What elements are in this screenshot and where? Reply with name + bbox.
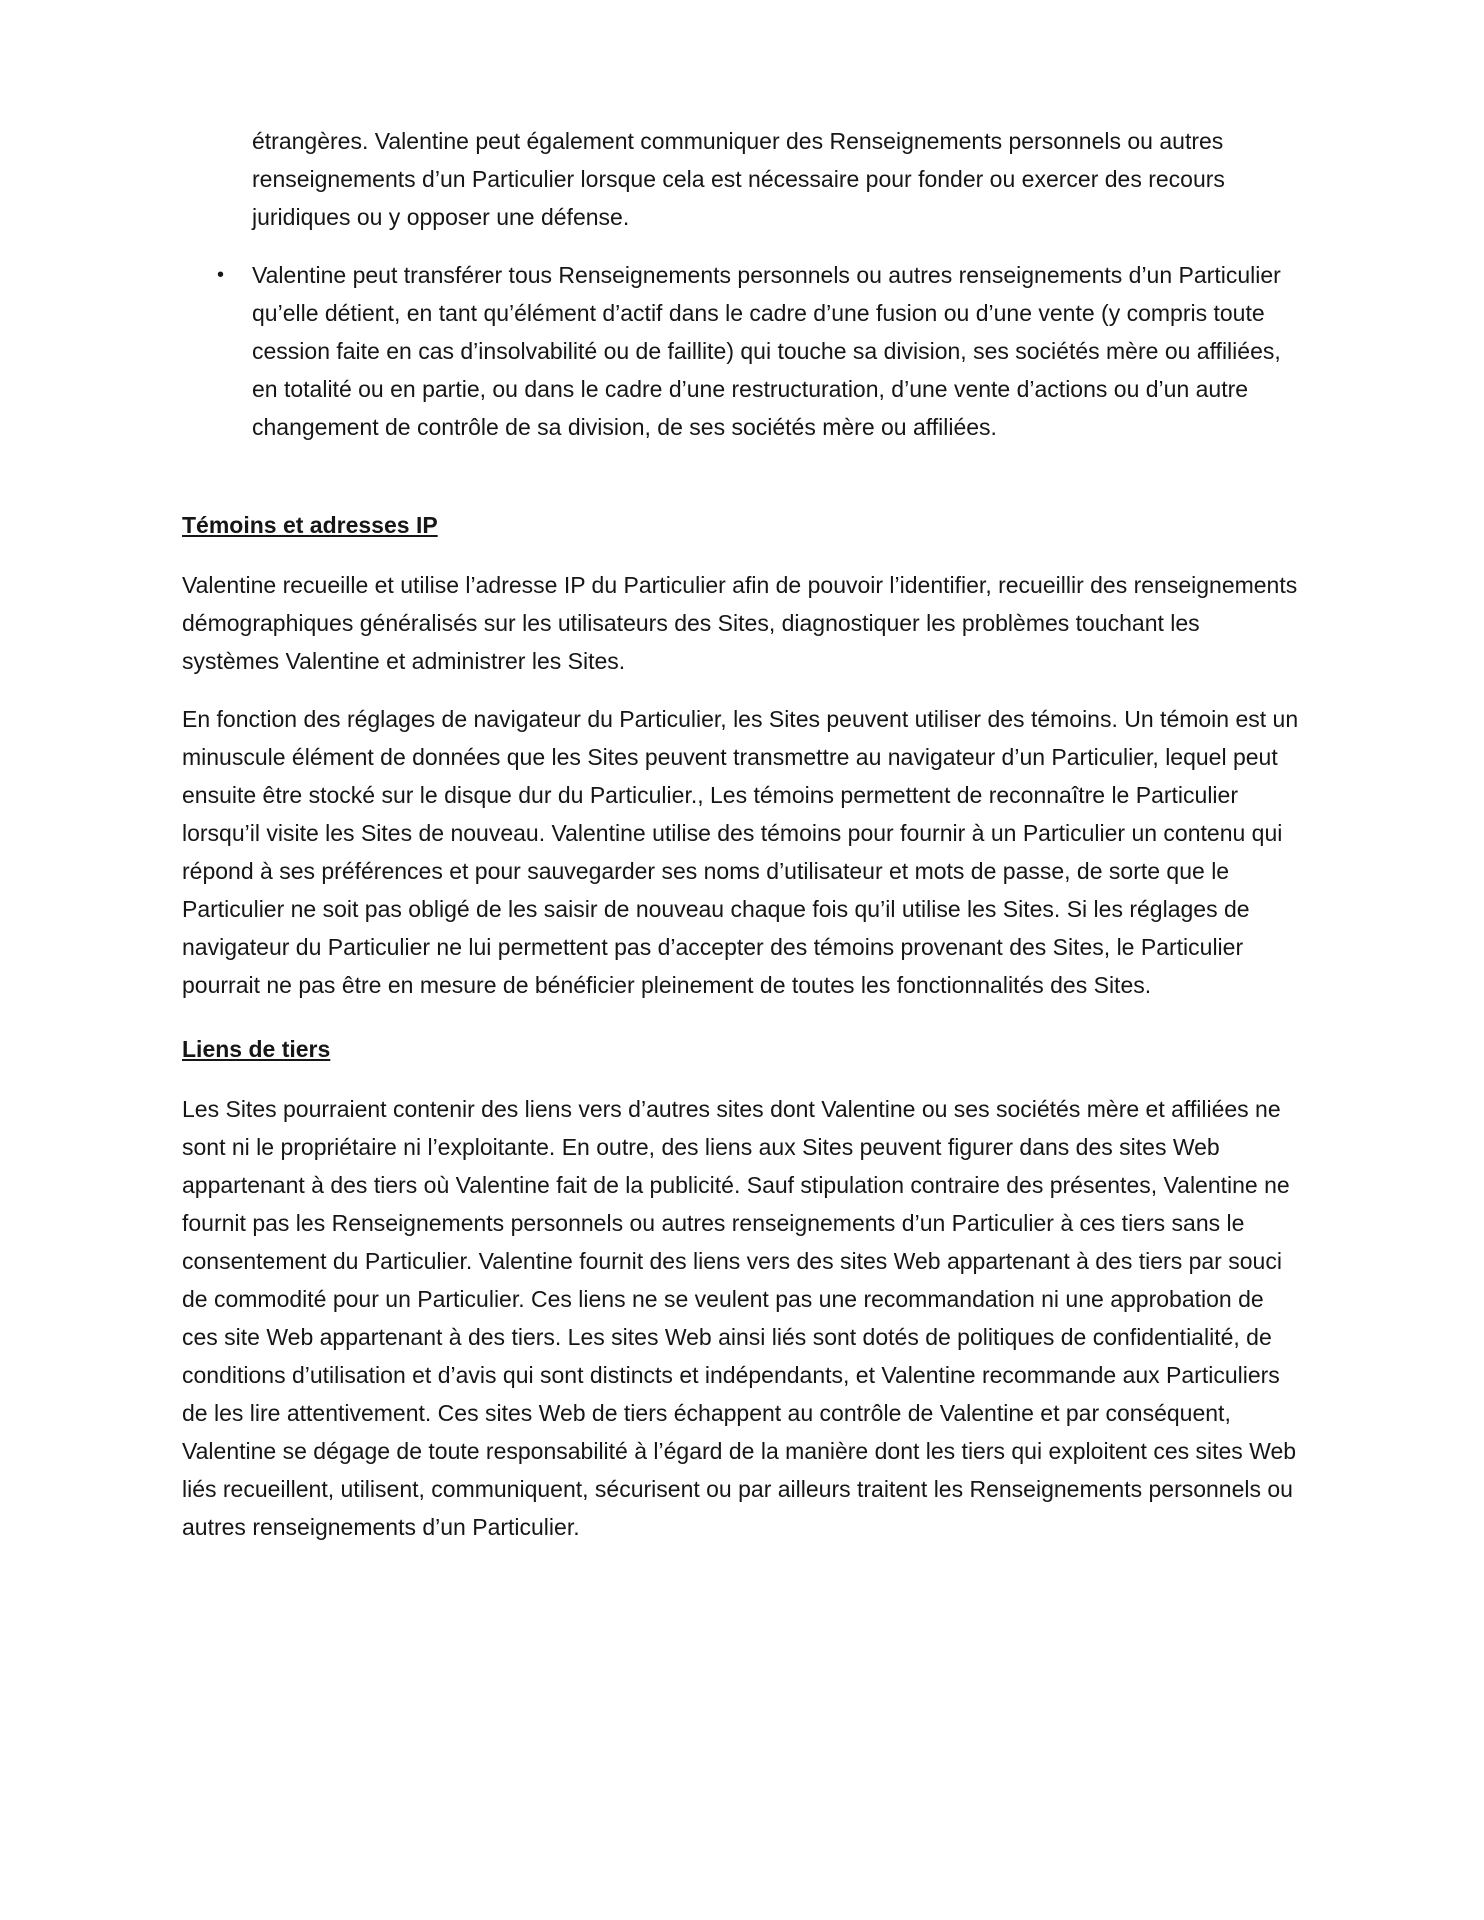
bullet-marker-icon: • [217, 264, 225, 286]
bullet-list-item [182, 256, 1302, 446]
paragraph-temoins-1: Valentine recueille et utilise l’adresse IP du Particulier afin de pouvoir l’identifier, recueillir des renseignements démographiques généralisés sur les utilisateurs des Sites, diagnostiquer les problèmes touchant les systèmes Valentine et administrer les Sites. [182, 572, 1298, 674]
section-heading-liens-de-tiers: Liens de tiers [182, 1036, 331, 1062]
bullet-item-text: Valentine peut transférer tous Renseignements personnels ou autres renseignements d’un Particulier qu’elle détient, en tant qu’élément d’actif dans le cadre d’une fusion ou d’une vente (y compris toute cession faite en cas d’insolvabilité ou de faillite) qui touche sa division, ses sociétés mère ou affiliées, en totalité ou en partie, ou dans le cadre d’une restructuration, d’une vente d’actions ou d’un autre changement de contrôle de sa division, de ses sociétés mère ou affiliées. [252, 262, 1281, 440]
paragraph-liens-1: Les Sites pourraient contenir des liens vers d’autres sites dont Valentine ou ses sociétés mère et affiliées ne sont ni le propriétaire ni l’exploitante. En outre, des liens aux Sites peuvent figurer dans des sites Web appartenant à des tiers où Valentine fait de la publicité. Sauf stipulation contraire des présentes, Valentine ne fournit pas les Renseignements personnels ou autres renseignements d’un Particulier à ces tiers sans le consentement du Particulier. Valentine fournit des liens vers des sites Web appartenant à des tiers par souci de commodité pour un Particulier. Ces liens ne se veulent pas une recommandation ni une approbation de ces site Web appartenant à des tiers. Les sites Web ainsi liés sont dotés de politiques de confidentialité, de conditions d’utilisation et d’avis qui sont distincts et indépendants, et Valentine recommande aux Particuliers de les lire attentivement. Ces sites Web de tiers échappent au contrôle de Valentine et par conséquent, Valentine se dégage de toute responsabilité à l’égard de la manière dont les tiers qui exploitent ces sites Web liés recueillent, utilisent, communiquent, sécurisent ou par ailleurs traitent les Renseignements personnels ou autres renseignements d’un Particulier. [182, 1096, 1297, 1540]
paragraph-temoins-2: En fonction des réglages de navigateur du Particulier, les Sites peuvent utiliser des témoins. Un témoin est un minuscule élément de données que les Sites peuvent transmettre au navigateur d’un Particulier, lequel peut ensuite être stocké sur le disque dur du Particulier., Les témoins permettent de reconnaître le Particulier lorsqu’il visite les Sites de nouveau. Valentine utilise des témoins pour fournir à un Particulier un contenu qui répond à ses préférences et pour sauvegarder ses noms d’utilisateur et mots de passe, de sorte que le Particulier ne soit pas obligé de les saisir de nouveau chaque fois qu’il utilise les Sites. Si les réglages de navigateur du Particulier ne lui permettent pas d’accepter des témoins provenant des Sites, le Particulier pourrait ne pas être en mesure de bénéficier pleinement de toutes les fonctionnalités des Sites. [182, 706, 1299, 998]
section-heading-temoins-et-adresses-ip: Témoins et adresses IP [182, 512, 438, 538]
leading-continuation-paragraph: étrangères. Valentine peut également communiquer des Renseignements personnels ou autres renseignements d’un Particulier lorsque cela est nécessaire pour fonder ou exercer des recours juridiques ou y opposer une défense. [252, 128, 1225, 230]
